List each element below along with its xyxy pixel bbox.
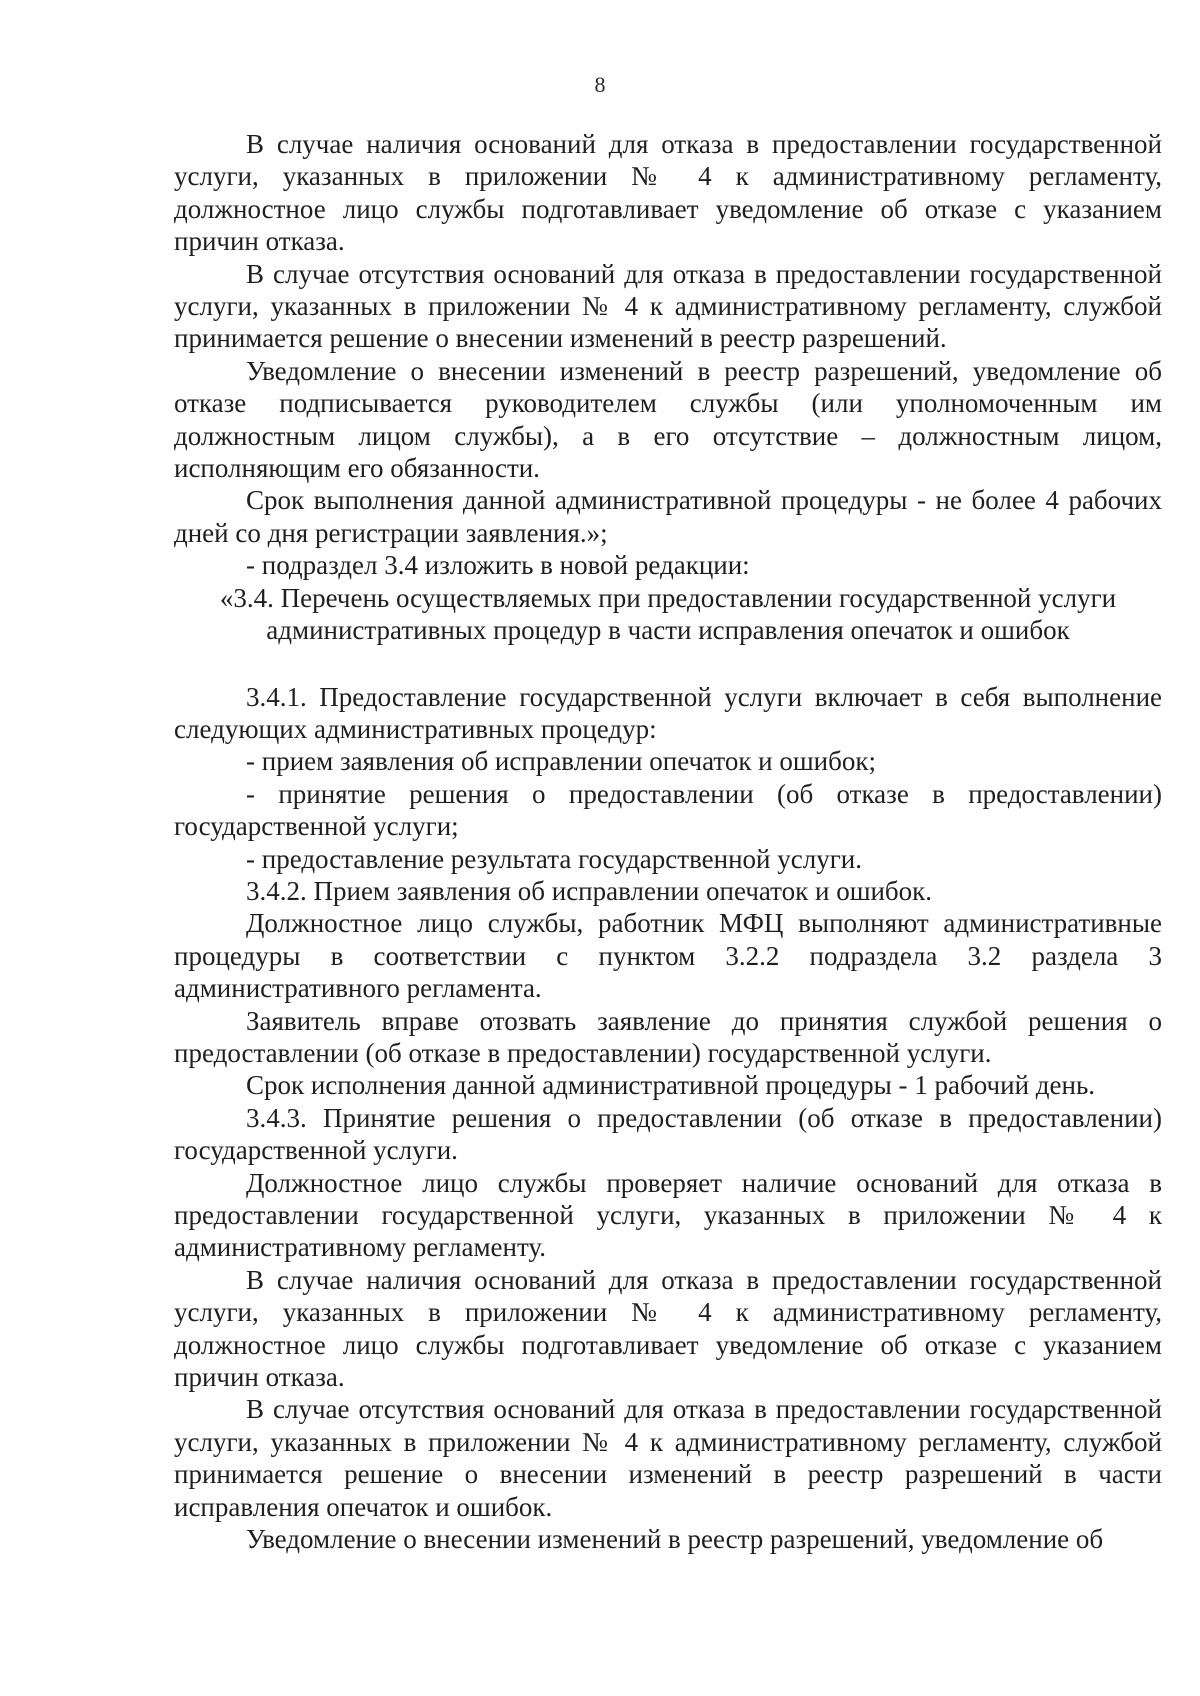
list-item: - прием заявления об исправлении опечаток и ошибок; (246, 746, 876, 777)
paragraph: 3.4.3. Принятие решения о предоставлении (об отказе в предоставлении) государственной услуги. (174, 1102, 1162, 1166)
paragraph: Должностное лицо службы проверяет наличие оснований для отказа в предоставлении государственной услуги, указанных в приложении № 4 к административному регламенту. (174, 1167, 1162, 1263)
paragraph: - подраздел 3.4 изложить в новой редакции: (246, 550, 750, 581)
list-item: - принятие решения о предоставлении (об отказе в предоставлении) государственной услуги; (174, 778, 1162, 842)
paragraph: Срок исполнения данной административной процедуры - 1 рабочий день. (246, 1070, 1096, 1101)
paragraph: Должностное лицо службы, работник МФЦ выполняют административные процедуры в соответствии с пунктом 3.2.2 подраздела 3.2 раздела 3 административного регламента. (174, 908, 1162, 1004)
page-number: 8 (594, 72, 606, 97)
paragraph: 3.4.1. Предоставление государственной услуги включает в себя выполнение следующих административных процедур: (174, 681, 1162, 744)
paragraph: В случае отсутствия оснований для отказа в предоставлении государственной услуги, указанных в приложении № 4 к административному регламенту, службой принимается решение о внесении изменений в реестр разрешений. (174, 258, 1162, 354)
spacer (174, 647, 1162, 681)
list-item: - предоставление результата государственной услуги. (246, 843, 862, 874)
document-body (174, 128, 1162, 1555)
paragraph: В случае отсутствия оснований для отказа в предоставлении государственной услуги, указанных в приложении № 4 к административному регламенту, службой принимается решение о внесении изменений в реестр разрешений в части исправления опечаток и ошибок. (174, 1394, 1162, 1522)
paragraph: Срок выполнения данной административной процедуры - не более 4 рабочих дней со дня регистрации заявления.»; (174, 485, 1162, 548)
paragraph: В случае наличия оснований для отказа в предоставлении государственной услуги, указанных в приложении № 4 к административному регламенту, должностное лицо службы подготавливает уведомление об отказе с указанием причин отказа. (174, 129, 1162, 257)
paragraph: Заявитель вправе отозвать заявление до принятия службой решения о предоставлении (об отказе в предоставлении) государственной услуги. (174, 1005, 1162, 1068)
section-heading: «3.4. Перечень осуществляемых при предоставлении государственной услуги административных процедур в части исправления опечаток и ошибок (219, 582, 1117, 646)
paragraph: 3.4.2. Прием заявления об исправлении опечаток и ошибок. (246, 875, 933, 906)
paragraph: Уведомление о внесении изменений в реестр разрешений, уведомление об отказе подписывается руководителем службы (или уполномоченным им должностным лицом службы), а в его отсутствие – должностным лицом, исполняющим его обязанности. (174, 355, 1162, 484)
paragraph: Уведомление о внесении изменений в реестр разрешений, уведомление об (246, 1524, 1104, 1555)
paragraph: В случае наличия оснований для отказа в предоставлении государственной услуги, указанных в приложении № 4 к административному регламенту, должностное лицо службы подготавливает уведомление об отказе с указанием причин отказа. (174, 1264, 1162, 1393)
